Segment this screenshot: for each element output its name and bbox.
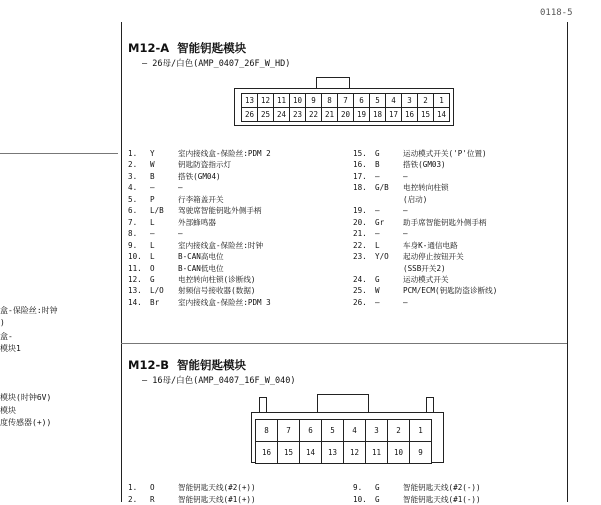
pin-description: – <box>403 206 408 216</box>
pin-description: (启动) <box>403 194 428 204</box>
pin-description: 运动模式开关('P'位置) <box>403 149 487 158</box>
wire-color: G/B <box>375 183 389 193</box>
wire-color: G <box>375 483 380 492</box>
pin-cell: 1 <box>433 93 450 108</box>
pin-description: PCM/ECM(钥匙防盗诊断线) <box>403 286 498 296</box>
left-panel-rule <box>0 153 118 154</box>
pin-cell: 18 <box>369 107 386 122</box>
pin-cell: 16 <box>255 441 278 464</box>
pin-number: 9. <box>128 240 138 250</box>
pin-number: 23. <box>353 252 367 262</box>
pin-description: B-CAN高电位 <box>178 252 224 262</box>
pin-cell: 13 <box>321 441 344 464</box>
pin-cell: 6 <box>353 93 370 108</box>
pin-description: 室内接线盒-保险丝:时钟 <box>178 240 264 250</box>
pin-description: 运动模式开关 <box>403 274 449 284</box>
pin-number: 8. <box>128 229 138 239</box>
wire-color: – <box>375 206 380 216</box>
pin-cell: 10 <box>289 93 306 108</box>
pin-description: 搭铁(GM04) <box>178 171 221 181</box>
wire-color: Gr <box>375 217 385 227</box>
pin-number: 9. <box>353 483 363 492</box>
m12b-heading <box>128 357 246 373</box>
pin-cell: 1 <box>409 419 432 442</box>
wire-color: G <box>375 149 380 158</box>
left-fragment: 模块(时钟6V) <box>0 393 52 402</box>
pin-description: 电控转向柱锁(诊断线) <box>178 274 256 284</box>
pin-description: 钥匙防盗指示灯 <box>178 160 232 170</box>
pin-cell: 5 <box>369 93 386 108</box>
pin-cell: 7 <box>277 419 300 442</box>
left-fragment: 盒-保险丝:时钟 <box>0 306 58 315</box>
pin-cell: 11 <box>365 441 388 464</box>
pin-description: 起动停止按钮开关 <box>403 252 464 262</box>
m12a-title: 智能钥匙模块 <box>177 41 247 55</box>
left-divider-line <box>121 22 122 502</box>
wire-color: W <box>150 160 155 170</box>
page-number: 0118-5 <box>540 8 573 18</box>
pin-cell: 3 <box>365 419 388 442</box>
m12b-pin-row-bottom <box>255 441 431 463</box>
wire-color: G <box>375 495 380 504</box>
pin-cell: 12 <box>257 93 274 108</box>
m12a-connector-spec: – 26母/白色(AMP_0407_26F_W_HD) <box>142 57 290 69</box>
pin-cell: 7 <box>337 93 354 108</box>
pin-cell: 24 <box>273 107 290 122</box>
pin-description: – <box>403 171 408 181</box>
pin-number: 20. <box>353 217 367 227</box>
pin-cell: 8 <box>255 419 278 442</box>
pin-cell: 19 <box>353 107 370 122</box>
wire-color: – <box>375 171 380 181</box>
pin-cell: 3 <box>401 93 418 108</box>
wire-color: O <box>150 483 155 492</box>
pin-number: 4. <box>128 183 138 193</box>
wire-color: Br <box>150 297 160 307</box>
pin-description: 智能钥匙天线(#1(+)) <box>178 495 256 504</box>
pin-number: 13. <box>128 286 142 296</box>
wire-color: B <box>150 171 155 181</box>
pin-description: 行李箱盖开关 <box>178 194 224 204</box>
m12b-latch <box>317 394 369 414</box>
pin-cell: 9 <box>305 93 322 108</box>
pin-number: 22. <box>353 240 367 250</box>
left-fragment: 度传感器(+)) <box>0 418 52 427</box>
m12a-heading <box>128 40 246 56</box>
pin-description: 外部蜂鸣器 <box>178 217 216 227</box>
pin-cell: 12 <box>343 441 366 464</box>
pin-cell: 9 <box>409 441 432 464</box>
section-separator-rule <box>121 343 567 344</box>
pin-cell: 2 <box>417 93 434 108</box>
wire-color: L/O <box>150 286 164 296</box>
m12a-pin-row-top <box>241 93 449 107</box>
wire-color: L <box>150 217 155 227</box>
pin-number: 2. <box>128 495 138 504</box>
pin-number: 1. <box>128 483 138 492</box>
pin-number: 3. <box>128 171 138 181</box>
pin-cell: 4 <box>343 419 366 442</box>
wire-color: – <box>150 229 155 239</box>
pin-cell: 5 <box>321 419 344 442</box>
pin-description: 智能钥匙天线(#2(-)) <box>403 483 481 492</box>
pin-cell: 21 <box>321 107 338 122</box>
pin-cell: 14 <box>299 441 322 464</box>
pin-number: 16. <box>353 160 367 170</box>
pin-number: 17. <box>353 171 367 181</box>
pin-cell: 20 <box>337 107 354 122</box>
pin-number: 19. <box>353 206 367 216</box>
pin-description: 室内接线盒-保险丝:PDM 2 <box>178 149 271 158</box>
pin-cell: 26 <box>241 107 258 122</box>
pin-number: 14. <box>128 297 142 307</box>
wire-color: B <box>375 160 380 170</box>
pin-description: 智能钥匙天线(#2(+)) <box>178 483 256 492</box>
pin-number: 12. <box>128 274 142 284</box>
wire-color: G <box>150 274 155 284</box>
pin-cell: 15 <box>417 107 434 122</box>
pin-description: – <box>178 183 183 193</box>
wire-color: – <box>375 229 380 239</box>
m12b-connector-spec: – 16母/白色(AMP_0407_16F_W_040) <box>142 374 295 386</box>
left-fragment: ) <box>0 318 5 327</box>
wire-color: L <box>150 240 155 250</box>
m12b-title: 智能钥匙模块 <box>177 358 246 372</box>
pin-number: 21. <box>353 229 367 239</box>
pin-description: – <box>403 297 408 307</box>
m12b-pin-row-top <box>255 419 431 441</box>
wire-color: – <box>150 183 155 193</box>
wire-color: G <box>375 274 380 284</box>
pin-number: 26. <box>353 297 367 307</box>
right-divider-line <box>567 22 568 502</box>
pin-cell: 6 <box>299 419 322 442</box>
pin-description: 电控转向柱锁 <box>403 183 449 193</box>
left-fragment: 模块1 <box>0 344 21 353</box>
wire-color: P <box>150 194 155 204</box>
pin-description: 驾驶席智能钥匙外侧手柄 <box>178 206 262 216</box>
pin-description: 搭铁(GM03) <box>403 160 446 170</box>
pin-description: B-CAN低电位 <box>178 263 224 273</box>
m12a-pin-row-bottom <box>241 107 449 121</box>
pin-description: – <box>178 229 183 239</box>
pin-cell: 13 <box>241 93 258 108</box>
pin-cell: 23 <box>289 107 306 122</box>
wire-color: Y/O <box>375 252 389 262</box>
pin-cell: 11 <box>273 93 290 108</box>
pin-number: 10. <box>128 252 142 262</box>
pin-number: 10. <box>353 495 367 504</box>
left-fragment: 模块 <box>0 406 16 415</box>
pin-cell: 4 <box>385 93 402 108</box>
wire-color: L <box>375 240 380 250</box>
pin-cell: 17 <box>385 107 402 122</box>
pin-number: 18. <box>353 183 367 193</box>
pin-description: 助手席智能钥匙外侧手柄 <box>403 217 487 227</box>
pin-cell: 25 <box>257 107 274 122</box>
pin-cell: 10 <box>387 441 410 464</box>
pin-description: 射频信号接收器(数据) <box>178 286 256 296</box>
wire-color: O <box>150 263 155 273</box>
pin-cell: 14 <box>433 107 450 122</box>
pin-number: 1. <box>128 149 138 158</box>
wire-color: L/B <box>150 206 164 216</box>
pin-number: 2. <box>128 160 138 170</box>
pin-description: 智能钥匙天线(#1(-)) <box>403 495 481 504</box>
wire-color: W <box>375 286 380 296</box>
pin-number: 25. <box>353 286 367 296</box>
pin-cell: 8 <box>321 93 338 108</box>
pin-number: 7. <box>128 217 138 227</box>
wire-color: R <box>150 495 155 504</box>
wire-color: L <box>150 252 155 262</box>
pin-description: 室内接线盒-保险丝:PDM 3 <box>178 297 271 307</box>
pin-cell: 22 <box>305 107 322 122</box>
pin-description: 车身K-通信电路 <box>403 240 458 250</box>
left-fragment: 盒- <box>0 332 13 341</box>
wire-color: Y <box>150 149 155 158</box>
pin-description: – <box>403 229 408 239</box>
m12b-code: M12-B <box>128 358 169 372</box>
wire-color: – <box>375 297 380 307</box>
pin-number: 6. <box>128 206 138 216</box>
pin-number: 24. <box>353 274 367 284</box>
m12a-code: M12-A <box>128 41 170 55</box>
pin-number: 11. <box>128 263 142 273</box>
pin-number: 15. <box>353 149 367 158</box>
pin-cell: 2 <box>387 419 410 442</box>
pin-cell: 16 <box>401 107 418 122</box>
pin-cell: 15 <box>277 441 300 464</box>
pin-number: 5. <box>128 194 138 204</box>
pin-description: (SSB开关2) <box>403 263 446 273</box>
